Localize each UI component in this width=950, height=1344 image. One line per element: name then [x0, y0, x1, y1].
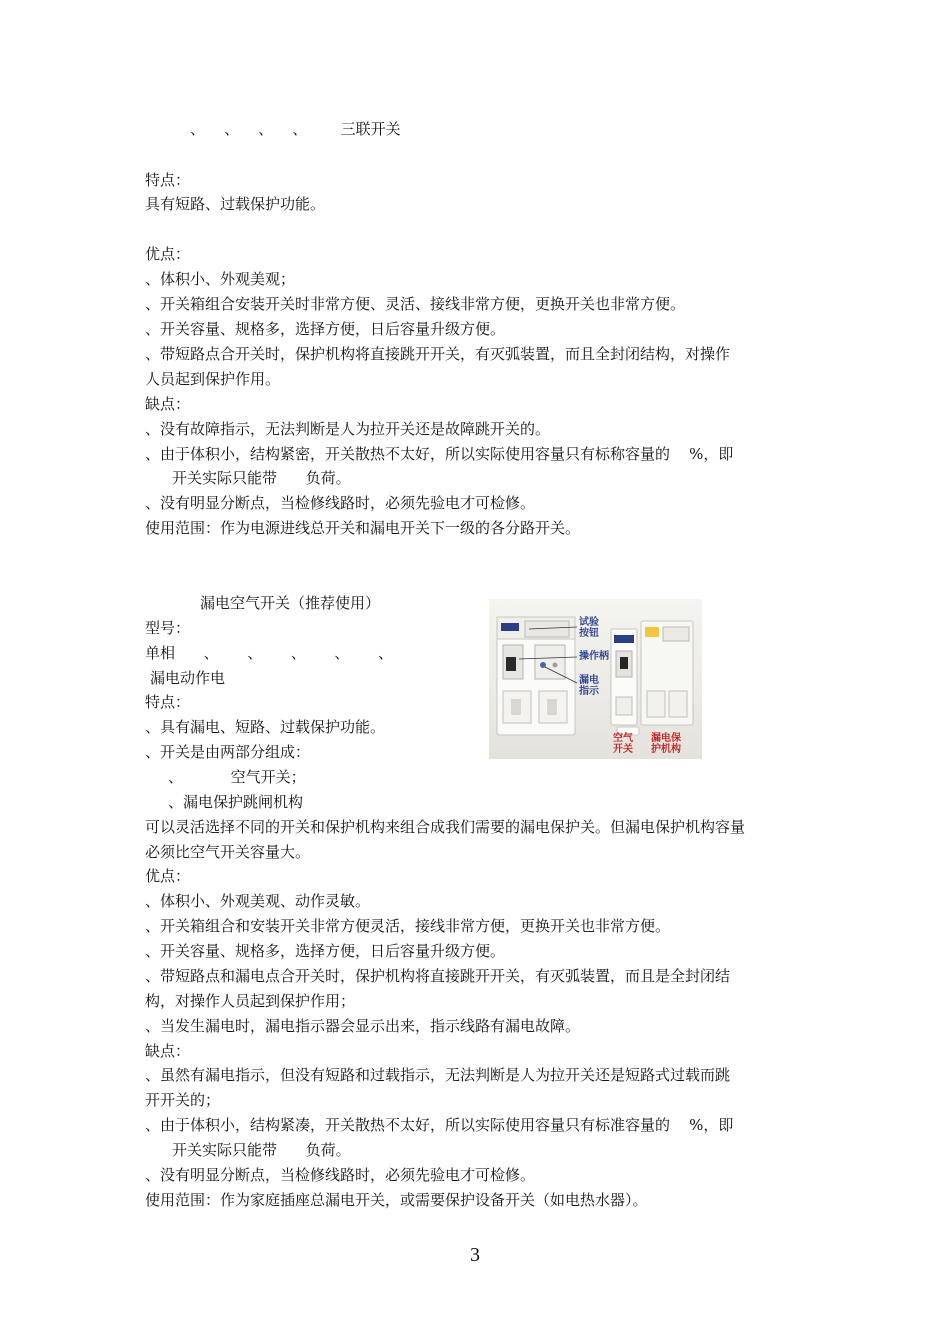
page-number: 3	[470, 1244, 480, 1266]
model-line: 单相 、 、 、 、 、	[145, 644, 394, 662]
list-item: 、当发生漏电时，漏电指示器会显示出来，指示线路有漏电故障。	[145, 1017, 581, 1035]
section2-title: 漏电空气开关（推荐使用）	[200, 594, 381, 612]
list-item: 、 空气开关；	[168, 768, 306, 786]
section1-pros-label: 优点：	[145, 245, 191, 263]
air-switch-label: 空气 开关	[613, 733, 633, 755]
leak-protection-label: 漏电保 护机构	[651, 733, 681, 755]
list-item: 、由于体积小，结构紧密，开关散热不太好，所以实际使用容量只有标称容量的 %，即	[145, 445, 734, 463]
list-item: 、开关箱组合安装开关时非常方便、灵活、接线非常方便，更换开关也非常方便。	[145, 295, 686, 313]
list-item: 、开关是由两部分组成：	[145, 743, 311, 761]
section2-features-label: 特点：	[145, 693, 191, 711]
leak-current-label: 漏电动作电	[150, 669, 226, 687]
list-item: 、没有明显分断点，当检修线路时，必须先验电才可检修。	[145, 494, 536, 512]
test-button-label: 试验 按钮	[579, 617, 599, 639]
list-item: 、体积小、外观美观；	[145, 270, 296, 288]
section2-usage: 使用范围：作为家庭插座总漏电开关，或需要保护设备开关（如电热水器）。	[145, 1191, 648, 1209]
section2-pros-label: 优点：	[145, 867, 191, 885]
paragraph-line: 可以灵活选择不同的开关和保护机构来组合成我们需要的漏电保护关。但漏电保护机构容量	[145, 818, 746, 836]
list-item: 人员起到保护作用。	[145, 370, 281, 388]
breaker-photo	[489, 599, 702, 759]
list-item: 、没有明显分断点，当检修线路时，必须先验电才可检修。	[145, 1166, 536, 1184]
section1-features-text: 具有短路、过载保护功能。	[145, 195, 326, 213]
list-item: 开开关的；	[145, 1091, 221, 1109]
list-item: 、开关箱组合和安装开关非常方便灵活，接线非常方便，更换开关也非常方便。	[145, 917, 671, 935]
section1-title: 、 、 、 、 三联开关	[190, 120, 401, 138]
list-item: 、体积小、外观美观、动作灵敏。	[145, 892, 371, 910]
list-item: 开关实际只能带 负荷。	[172, 469, 351, 487]
section1-cons-label: 缺点：	[145, 395, 191, 413]
list-item: 、由于体积小，结构紧凑，开关散热不太好，所以实际使用容量只有标准容量的 %，即	[145, 1116, 734, 1134]
list-item: 、带短路点和漏电点合开关时，保护机构将直接跳开开关，有灭弧装置，而且是全封闭结	[145, 967, 731, 985]
list-item: 、开关容量、规格多，选择方便，日后容量升级方便。	[145, 320, 506, 338]
list-item: 开关实际只能带 负荷。	[172, 1141, 351, 1159]
list-item: 、带短路点合开关时，保护机构将直接跳开开关，有灭弧装置，而且全封闭结构，对操作	[145, 345, 731, 363]
list-item: 构，对操作人员起到保护作用；	[145, 992, 356, 1010]
list-item: 、虽然有漏电指示，但没有短路和过载指示，无法判断是人为拉开关还是短路式过载而跳	[145, 1066, 731, 1084]
list-item: 、开关容量、规格多，选择方便，日后容量升级方便。	[145, 942, 506, 960]
list-item: 、漏电保护跳闸机构	[168, 793, 304, 811]
section2-cons-label: 缺点：	[145, 1042, 191, 1060]
paragraph-line: 必须比空气开关容量大。	[145, 843, 311, 861]
section1-usage: 使用范围：作为电源进线总开关和漏电开关下一级的各分路开关。	[145, 519, 581, 537]
operating-handle-label: 操作柄	[579, 651, 609, 662]
list-item: 、没有故障指示，无法判断是人为拉开关还是故障跳开关的。	[145, 420, 551, 438]
section1-features-label: 特点：	[145, 171, 191, 189]
list-item: 、具有漏电、短路、过载保护功能。	[145, 718, 386, 736]
leak-indicator-label: 漏电 指示	[579, 675, 599, 697]
model-label: 型号：	[145, 619, 191, 637]
